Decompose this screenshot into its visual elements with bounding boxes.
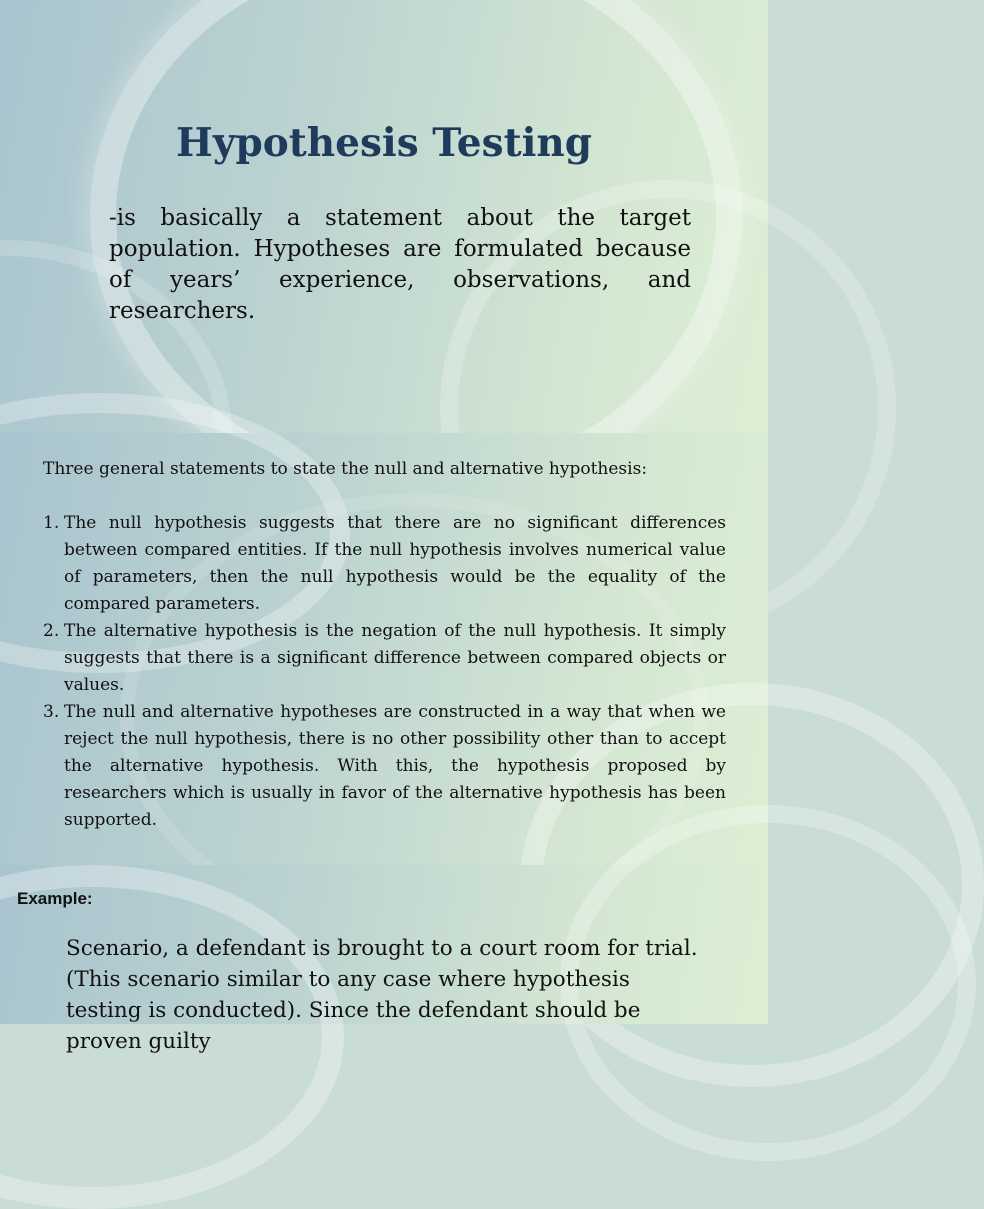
list-item-text: The alternative hypothesis is the negation of the null hypothesis. It simply suggests that there is a significant difference between compared objects or values. — [64, 621, 726, 695]
slide-statements — [0, 433, 768, 865]
example-label: Example: — [17, 889, 93, 908]
page-title: Hypothesis Testing — [175, 120, 593, 166]
slide-title — [0, 0, 768, 433]
statement-list — [43, 510, 726, 834]
list-item-number: 2. — [43, 621, 60, 641]
list-item-text: The null and alternative hypotheses are constructed in a way that when we reject the null hypothesis, there is no other possibility other than to accept the alternative hypothesis. With this, the hypothesis proposed by researchers which is usually in favor of the alternative hypothesis has been supported. — [64, 702, 726, 830]
list-item-number: 1. — [43, 513, 60, 533]
list-item — [43, 618, 726, 699]
list-item-text: The null hypothesis suggests that there are no significant differences between compared entities. If the null hypothesis involves numerical value of parameters, then the null hypothesis would be the equality of the compared parameters. — [64, 513, 726, 614]
list-item-number: 3. — [43, 702, 60, 722]
slide-example — [0, 865, 768, 1054]
intro-text: Three general statements to state the null and alternative hypothesis: — [43, 459, 648, 479]
list-item — [43, 510, 726, 618]
list-item — [43, 699, 726, 834]
definition-text: -is basically a statement about the target population. Hypotheses are formulated because of years’ experience, observations, and researchers. — [109, 205, 691, 324]
scenario-text: Scenario, a defendant is brought to a court room for trial. (This scenario similar to any case where hypothesis testing is conducted). Since the defendant should be proven guilty — [66, 936, 698, 1054]
